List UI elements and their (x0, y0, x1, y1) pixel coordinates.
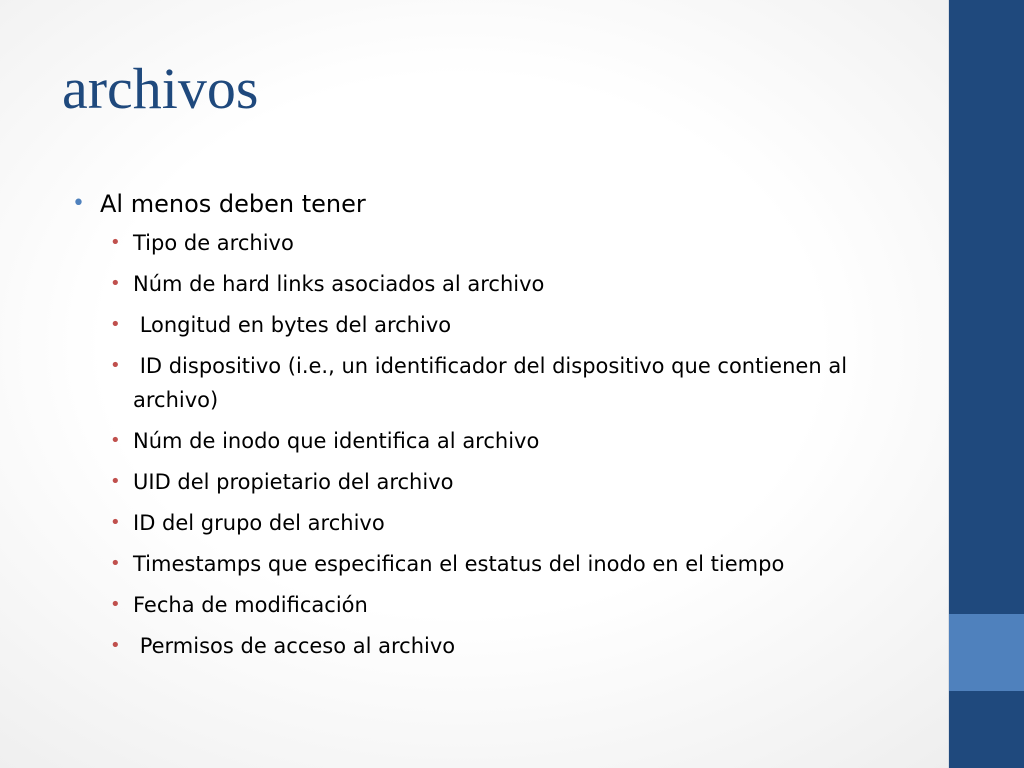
list-item-text: Núm de hard links asociados al archivo (133, 272, 545, 296)
list-item (72, 424, 902, 458)
bullet-icon: • (110, 232, 121, 253)
list-item-text: ID del grupo del archivo (133, 511, 385, 535)
bullet-icon: • (110, 273, 121, 294)
list-item (72, 588, 902, 622)
list-item-text: Timestamps que especifican el estatus del inodo en el tiempo (133, 552, 785, 576)
list-item (72, 506, 902, 540)
list-item-text: ID dispositivo (i.e., un identificador del dispositivo que contienen al archivo) (133, 354, 854, 412)
list-item (72, 308, 902, 342)
list-item (72, 547, 902, 581)
list-item-text: Núm de inodo que identifica al archivo (133, 429, 540, 453)
bullet-icon: • (110, 635, 121, 656)
list-item-text: Fecha de modificación (133, 593, 368, 617)
attribute-list (72, 226, 902, 663)
sidebar-bar (948, 0, 1024, 768)
bullet-icon: • (110, 430, 121, 451)
list-item (72, 226, 902, 260)
bullet-icon: • (110, 594, 121, 615)
list-item (72, 629, 902, 663)
list-item-text: UID del propietario del archivo (133, 470, 454, 494)
slide-content (72, 186, 902, 670)
list-item (72, 465, 902, 499)
bullet-icon: • (110, 471, 121, 492)
bullet-icon: • (110, 512, 121, 533)
bullet-icon: • (110, 314, 121, 335)
bullet-icon: • (110, 355, 121, 376)
bullet-icon: • (110, 553, 121, 574)
list-item-text: Permisos de acceso al archivo (133, 634, 456, 658)
sidebar-accent-block (949, 614, 1024, 691)
main-bullet-text: Al menos deben tener (100, 190, 366, 218)
list-item-text: Longitud en bytes del archivo (133, 313, 452, 337)
slide-title: archivos (62, 56, 259, 121)
list-item-text: Tipo de archivo (133, 231, 294, 255)
list-item (72, 267, 902, 301)
list-item (72, 349, 902, 417)
bullet-icon: • (72, 191, 85, 216)
main-bullet-item (72, 186, 902, 222)
